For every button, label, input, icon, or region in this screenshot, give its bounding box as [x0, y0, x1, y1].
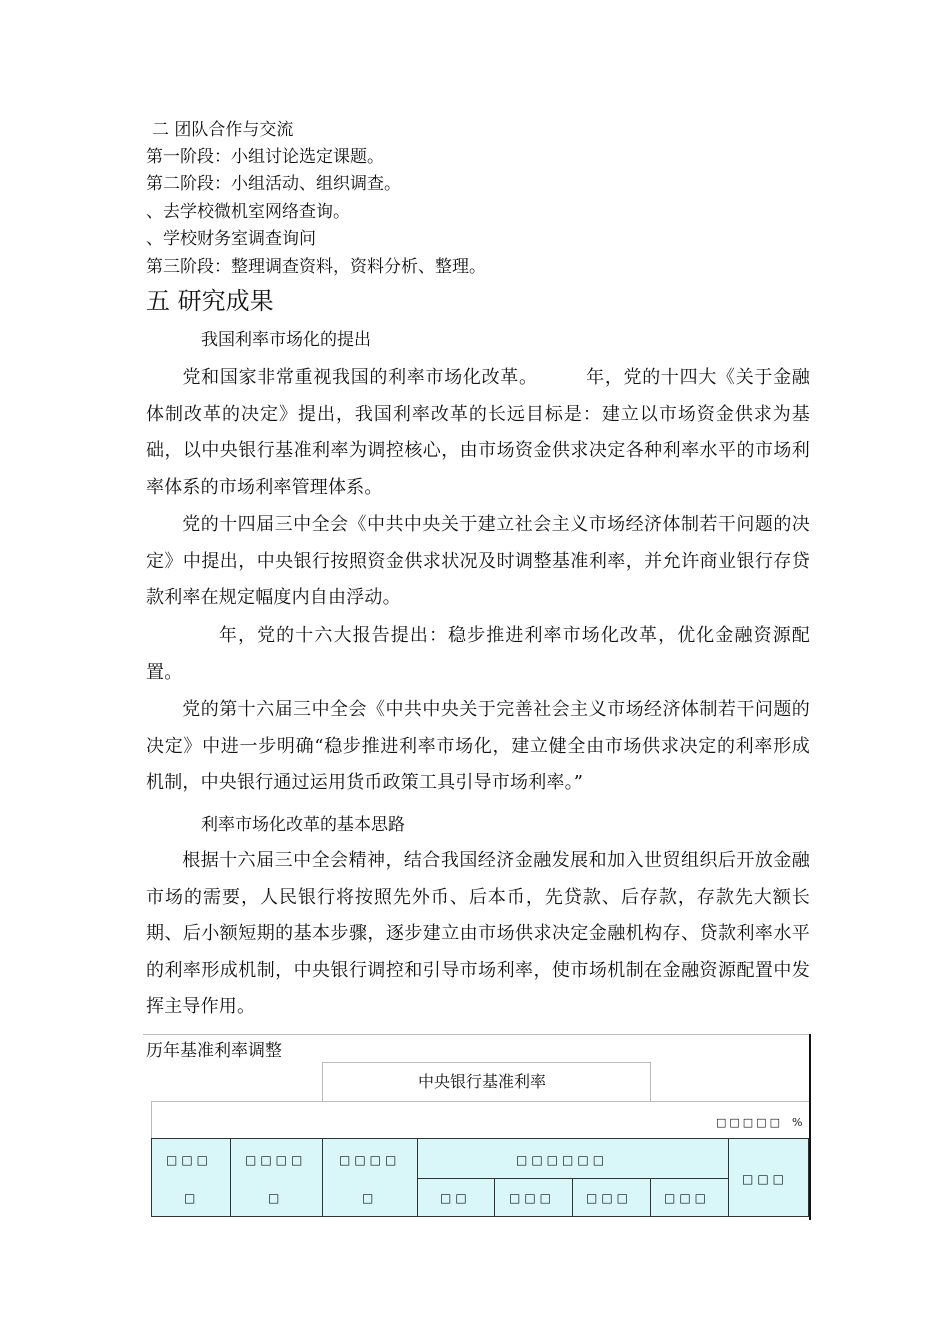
col3-top: □□□□ [339, 1153, 401, 1167]
paragraph-5-text: 根据十六届三中全会精神，结合我国经济金融发展和加入世贸组织后开放金融市场的需要，人民银行将按照先外币、后本币，先贷款、后存款，存款先大额长期、后小额短期的基本步骤，逐步建立由市场供求决定金融机构存、贷款利率水平的利率形成机制，中央银行调控和引导市场利率，使市场机制在金融资源配置中发挥主导作用。 [146, 850, 810, 1017]
table-right-rule [809, 1034, 811, 1220]
table-caption: 历年基准利率调整 [146, 1041, 282, 1061]
unit-row [151, 1101, 809, 1139]
header-col-3 [322, 1138, 418, 1217]
paragraph-2 [146, 507, 810, 617]
stage2-item2: 、学校财务室调查询问 [146, 229, 316, 249]
stage1-text: 第一阶段：小组讨论选定课题。 [146, 147, 384, 167]
paragraph-1-a: 党和国家非常重视我国的利率市场化改革。 [182, 367, 538, 388]
group-header: □□□□□□ [516, 1153, 609, 1167]
paragraph-1-b: 年，党的十四大《关于金融体制改革的决定》提出，我国利率改革的长远目标是：建立以市场资金供求为基础，以中央银行基准利率为调控核心，由市场资金供求决定各种利率水平的市场利率体系的市场利率管理体系。 [146, 367, 810, 498]
paragraph-5 [146, 843, 810, 1026]
sub3-label: □□□ [586, 1191, 633, 1205]
section2-title: 二 团队合作与交流 [152, 120, 294, 140]
col1-top: □□□ [166, 1153, 213, 1167]
sub4-label: □□□ [664, 1191, 711, 1205]
unit-label: □□□□□ [716, 1116, 783, 1129]
col2-bottom: □ [268, 1191, 284, 1205]
paragraph-4-text: 党的第十六届三中全会《中共中央关于完善社会主义市场经济体制若干问题的决定》中进一步明确“稳步推进利率市场化，建立健全由市场供求决定的利率形成机制，中央银行通过运用货币政策工具引导市场利率。” [146, 699, 810, 793]
col2-top: □□□□ [245, 1153, 307, 1167]
paragraph-1 [146, 360, 810, 506]
subheading-1: 我国利率市场化的提出 [201, 330, 371, 350]
sub2-label: □□□ [509, 1191, 556, 1205]
table-top-rule [143, 1034, 811, 1035]
col3-bottom: □ [362, 1191, 378, 1205]
paragraph-2-text: 党的十四届三中全会《中共中央关于建立社会主义市场经济体制若干问题的决定》中提出，中央银行按照资金供求状况及时调整基准利率，并允许商业银行存贷款利率在规定幅度内自由浮动。 [146, 514, 810, 608]
paragraph-4 [146, 692, 810, 802]
paragraph-3 [146, 618, 810, 691]
header-col-1 [151, 1138, 231, 1217]
stage2-text: 第二阶段：小组活动、组织调查。 [146, 174, 401, 194]
section5-title: 五 研究成果 [146, 287, 274, 315]
subheading-2: 利率市场化改革的基本思路 [201, 815, 405, 835]
sub1-label: □□ [440, 1191, 471, 1205]
header-col-2 [230, 1138, 323, 1217]
col1-bottom: □ [184, 1191, 200, 1205]
table-title: 中央银行基准利率 [418, 1072, 547, 1091]
paragraph-3-text: 年，党的十六大报告提出：稳步推进利率市场化改革，优化金融资源配置。 [146, 625, 810, 683]
unit-symbol: % [792, 1116, 803, 1129]
last-col-label: □□□ [742, 1172, 789, 1186]
stage3-text: 第三阶段：整理调查资料，资料分析、整理。 [146, 257, 486, 277]
stage2-item1: 、去学校微机室网络查询。 [146, 202, 350, 222]
